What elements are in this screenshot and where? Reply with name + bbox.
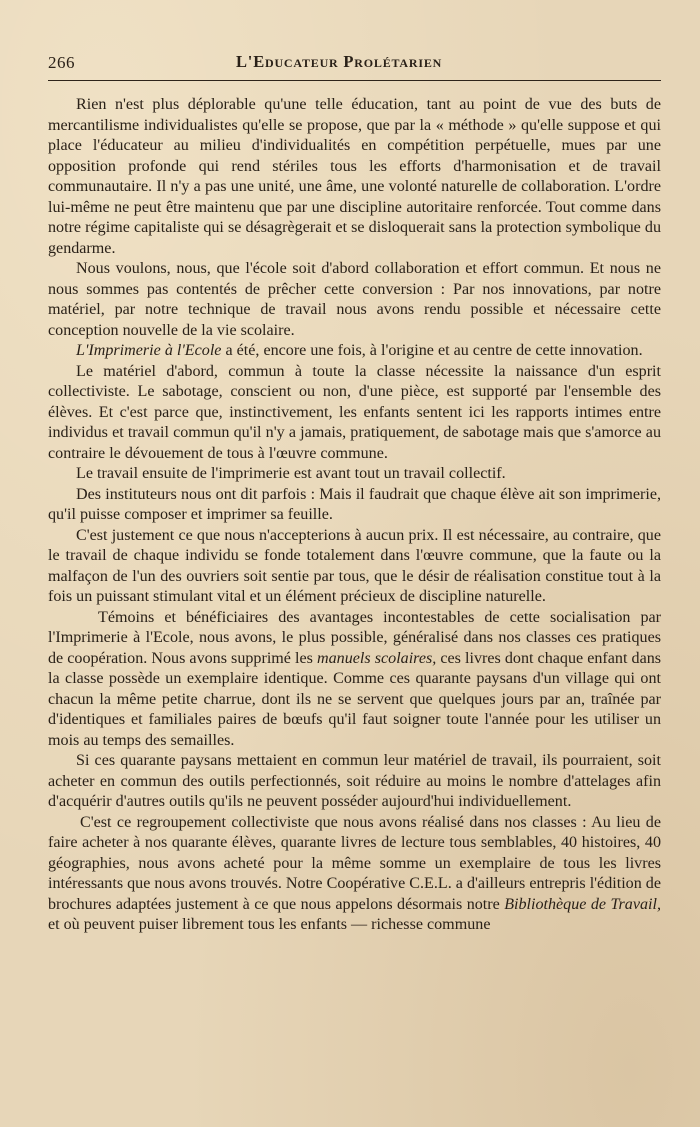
paragraph: Rien n'est plus déplorable qu'une telle éducation, tant au point de vue des buts de mercantilisme individualistes qu'elle se propose, que par la « méthode » qu'elle suppose et qui place l'éducateur au milieu d'individualités en compétition perpétuelle, mues par une opposition profonde qui rend stériles tous les efforts d'harmonisation et de travail communautaire. Il n'y a pas une unité, une âme, une volonté naturelle de collaboration. L'ordre lui-même ne peut être maintenu que par une discipline autoritaire renforcée. Tout comme dans notre régime capitaliste qui se désagrègerait et se disloquerait sans la protection symbolique du gendarme.	[48, 96, 661, 257]
body-text	[48, 95, 661, 936]
paragraph: C'est justement ce que nous n'accepterions à aucun prix. Il est nécessaire, au contraire, que le travail de chaque individu se fonde totalement dans l'œuvre commune, que la faute ou la malfaçon de l'un des ouvriers soit sentie par tous, que le désir de réalisation constitue tout à la fois un puissant stimulant vital et un élément précieux de discipline naturelle.	[48, 526, 661, 605]
paragraph: C'est ce regroupement collectiviste que nous avons réalisé dans nos classes : Au lieu de faire acheter à nos quarante élèves, quarante livres de lecture tous semblables, 40 histoires, 40 géographies, nous avons acheté pour la même somme un exemplaire de tous les livres intéressants que nous avons trouvés. Notre Coopérative C.E.L. a d'ailleurs entrepris l'édition de brochures adaptées justement à ce que nous appelons désormais notre Bibliothèque de Travail, et où peuvent puiser librement tous les enfants — richesse commune	[48, 813, 661, 933]
italic-term: Bibliothèque de Travail,	[504, 895, 661, 913]
running-title: L'Educateur Prolétarien	[236, 52, 443, 71]
paragraph: Nous voulons, nous, que l'école soit d'abord collaboration et effort commun. Et nous ne nous sommes pas contentés de prêcher cette conversion : Par nos innovations, par notre matériel, par notre technique de travail nous avons rendu possible et nécessaire cette conception nouvelle de la vie scolaire.	[48, 260, 661, 339]
paragraph: Le matériel d'abord, commun à toute la classe nécessite la naissance d'un esprit collectiviste. Le sabotage, conscient ou non, d'une pièce, est supporté par l'ensemble des élèves. Et c'est parce que, instinctivement, les enfants sentent ici les rapports intimes entre individus et travail commun qu'il n'y a jamais, pratiquement, de sabotage mais que s'amorce au contraire le dévouement de tous à l'œuvre commune.	[48, 362, 661, 462]
paragraph: Le travail ensuite de l'imprimerie est avant tout un travail collectif.	[76, 465, 506, 482]
paragraph: Témoins et bénéficiaires des avantages incontestables de cette socialisation par l'Imprimerie à l'Ecole, nous avons, le plus possible, généralisé dans nos classes ces pratiques de coopération. Nous avons supprimé les manuels scolaires, ces livres dont chaque enfant dans la classe possède un exemplaire identique. Comme ces quarante paysans d'un village qui ont chacun la même petite charrue, dont ils ne se servent que quelques jours par an, traînée par d'identiques et familiales paires de bœufs qu'il faut soigner toute l'année pour les utiliser un mois au temps des semailles.	[48, 608, 662, 749]
page-number: 266	[48, 53, 75, 72]
paragraph: Des instituteurs nous ont dit parfois : Mais il faudrait que chaque élève ait son imprimerie, qu'il puisse composer et imprimer sa feuille.	[48, 485, 661, 523]
italic-title: L'Imprimerie à l'Ecole	[76, 342, 222, 359]
page-header	[48, 50, 661, 81]
italic-term: manuels scolaires,	[317, 649, 437, 667]
paragraph: Si ces quarante paysans mettaient en commun leur matériel de travail, ils pourraient, soit acheter en commun des outils perfectionnés, soit réduire au moins le nombre d'attelages afin d'acquérir d'autres outils qu'ils ne peuvent posséder aujourd'hui individuellement.	[48, 752, 661, 810]
paragraph: L'Imprimerie à l'Ecole a été, encore une fois, à l'origine et au centre de cette innovation.	[76, 342, 643, 359]
